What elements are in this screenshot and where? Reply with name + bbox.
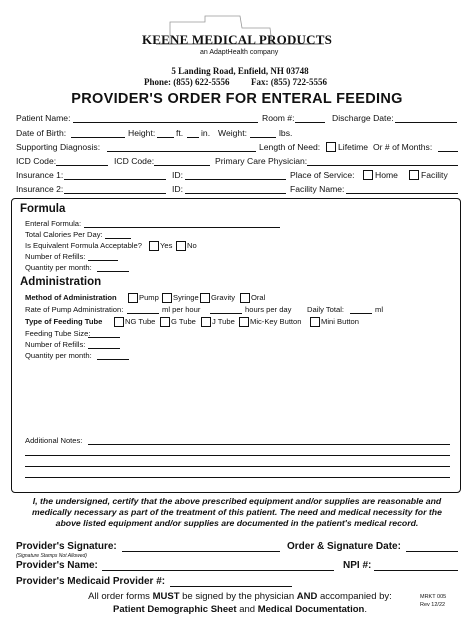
footer-documentation: Medical Documentation	[257, 604, 365, 615]
room-field[interactable]	[295, 122, 325, 123]
equivalent-no-label: No	[187, 241, 197, 250]
form-title: PROVIDER'S ORDER FOR ENTERAL FEEDING	[71, 91, 403, 107]
tube-j-label: J Tube	[212, 317, 235, 326]
tube-g-checkbox[interactable]	[160, 317, 170, 327]
tube-j-checkbox[interactable]	[201, 317, 211, 327]
discharge-date-field[interactable]	[395, 122, 457, 123]
form-revision: Rev 12/22	[420, 602, 446, 608]
npi-field[interactable]	[374, 570, 458, 571]
home-checkbox[interactable]	[363, 170, 373, 180]
rate-field[interactable]	[127, 313, 159, 314]
discharge-date-label: Discharge Date:	[332, 113, 394, 123]
rate-label: Rate of Pump Administration:	[25, 305, 124, 314]
method-oral-label: Oral	[251, 293, 266, 302]
insurance-2-field[interactable]	[64, 193, 166, 194]
primary-care-label: Primary Care Physician:	[215, 156, 308, 166]
tube-mini-button-label: Mini Button	[321, 317, 359, 326]
supporting-diagnosis-field[interactable]	[107, 151, 256, 152]
tube-size-label: Feeding Tube Size:	[25, 329, 91, 338]
lifetime-label: Lifetime	[338, 142, 369, 152]
medicaid-label: Provider's Medicaid Provider #:	[16, 576, 166, 587]
formula-quantity-field[interactable]	[97, 271, 129, 272]
company-phone: Phone: (855) 622-5556	[144, 77, 230, 87]
method-label: Method of Administration	[25, 293, 117, 302]
in-label: in.	[201, 128, 211, 138]
icd-code-1-label: ICD Code:	[16, 156, 57, 166]
insurance-1-label: Insurance 1:	[16, 170, 64, 180]
footer-text: accompanied by:	[317, 591, 392, 602]
insurance-1-field[interactable]	[64, 179, 166, 180]
tube-ng-checkbox[interactable]	[114, 317, 124, 327]
formula-quantity-label: Quantity per month:	[25, 263, 92, 272]
provider-name-field[interactable]	[102, 570, 334, 571]
daily-total-field[interactable]	[350, 313, 372, 314]
form-code: MRKT 005	[420, 594, 447, 600]
icd-code-2-label: ICD Code:	[114, 156, 155, 166]
months-field[interactable]	[438, 151, 458, 152]
admin-refills-field[interactable]	[88, 348, 120, 349]
company-name: KEENE MEDICAL PRODUCTS	[141, 32, 333, 47]
home-label: Home	[375, 170, 398, 180]
facility-label: Facility	[421, 170, 448, 180]
daily-total-label: Daily Total:	[307, 305, 345, 314]
notes-line-1[interactable]	[88, 444, 450, 445]
provider-signature-label: Provider's Signature:	[16, 541, 117, 552]
facility-name-label: Facility Name:	[290, 184, 345, 194]
height-in-field[interactable]	[187, 137, 199, 138]
certification-text: I, the undersigned, certify that the above prescribed equipment and/or supplies are reasonable and medically necessary as part of the treatment of this patient. The need and medical necessity for the above listed equipment and/or supplies are documented in the patient's medical record.	[32, 496, 442, 529]
dob-field[interactable]	[71, 137, 125, 138]
room-label: Room #:	[262, 113, 295, 123]
notes-line-3[interactable]	[25, 466, 450, 467]
formula-refills-field[interactable]	[88, 260, 118, 261]
hours-field[interactable]	[210, 313, 242, 314]
footer-text: and	[236, 604, 258, 615]
method-pump-checkbox[interactable]	[128, 293, 138, 303]
dob-label: Date of Birth:	[16, 128, 67, 138]
equivalent-no-checkbox[interactable]	[176, 241, 186, 251]
notes-line-2[interactable]	[25, 455, 450, 456]
icd-code-1-field[interactable]	[56, 165, 108, 166]
formula-refills-label: Number of Refills:	[25, 252, 86, 261]
tube-mic-key-label: Mic-Key Button	[250, 317, 302, 326]
facility-checkbox[interactable]	[409, 170, 419, 180]
tube-size-field[interactable]	[88, 337, 120, 338]
id-2-label: ID:	[172, 184, 183, 194]
footer-line-2	[80, 604, 400, 615]
order-signature-date-label: Order & Signature Date:	[287, 541, 401, 552]
months-label: Or # of Months:	[373, 142, 433, 152]
hours-per-day-label: hours per day	[245, 305, 292, 314]
weight-label: Weight:	[218, 128, 247, 138]
admin-quantity-field[interactable]	[97, 359, 129, 360]
method-syringe-label: Syringe	[173, 293, 199, 302]
notes-line-4[interactable]	[25, 477, 450, 478]
footer-and: AND	[296, 591, 318, 602]
height-ft-field[interactable]	[157, 137, 174, 138]
height-label: Height:	[128, 128, 156, 138]
tube-mini-button-checkbox[interactable]	[310, 317, 320, 327]
method-oral-checkbox[interactable]	[240, 293, 250, 303]
footer-line-1	[80, 591, 400, 602]
company-address: 5 Landing Road, Enfield, NH 03748	[171, 66, 309, 76]
admin-refills-label: Number of Refills:	[25, 340, 86, 349]
place-of-service-label: Place of Service:	[290, 170, 355, 180]
stamps-note: (Signature Stamps Not Allowed)	[16, 553, 87, 559]
ml-label: ml	[375, 305, 384, 314]
patient-name-label: Patient Name:	[16, 113, 71, 123]
footer-text: All order forms	[88, 591, 153, 602]
method-pump-label: Pump	[139, 293, 159, 302]
weight-field[interactable]	[250, 137, 276, 138]
lbs-label: lbs.	[279, 128, 293, 138]
method-gravity-checkbox[interactable]	[200, 293, 210, 303]
total-calories-field[interactable]	[105, 238, 131, 239]
method-syringe-checkbox[interactable]	[162, 293, 172, 303]
id-2-field[interactable]	[185, 193, 286, 194]
footer-text: .	[364, 604, 367, 615]
method-gravity-label: Gravity	[211, 293, 236, 302]
lifetime-checkbox[interactable]	[326, 142, 336, 152]
footer-must: MUST	[152, 591, 180, 602]
id-1-field[interactable]	[185, 179, 286, 180]
total-calories-label: Total Calories Per Day:	[25, 230, 103, 239]
equivalent-yes-label: Yes	[160, 241, 173, 250]
icd-code-2-field[interactable]	[154, 165, 210, 166]
formula-heading: Formula	[20, 203, 66, 215]
ft-label: ft.	[176, 128, 184, 138]
tube-ng-label: NG Tube	[125, 317, 156, 326]
enteral-formula-label: Enteral Formula:	[25, 219, 82, 228]
equivalent-formula-label: Is Equivalent Formula Acceptable?	[25, 241, 142, 250]
medicaid-field[interactable]	[170, 586, 292, 587]
admin-quantity-label: Quantity per month:	[25, 351, 92, 360]
facility-name-field[interactable]	[346, 193, 458, 194]
insurance-2-label: Insurance 2:	[16, 184, 64, 194]
tube-mic-key-checkbox[interactable]	[239, 317, 249, 327]
equivalent-yes-checkbox[interactable]	[149, 241, 159, 251]
company-fax: Fax: (855) 722-5556	[251, 77, 327, 87]
administration-heading: Administration	[20, 276, 102, 288]
tube-type-label: Type of Feeding Tube	[25, 317, 103, 326]
provider-name-label: Provider's Name:	[16, 560, 98, 571]
patient-name-field[interactable]	[73, 122, 258, 123]
additional-notes-label: Additional Notes:	[25, 436, 83, 445]
footer-demographic: Patient Demographic Sheet	[113, 604, 237, 615]
id-1-label: ID:	[172, 170, 183, 180]
tube-g-label: G Tube	[171, 317, 196, 326]
ml-per-hour-label: ml per hour	[162, 305, 201, 314]
provider-signature-field[interactable]	[122, 551, 280, 552]
primary-care-field[interactable]	[307, 165, 458, 166]
length-of-need-label: Length of Need:	[259, 142, 321, 152]
company-tagline: an AdaptHealth company	[200, 49, 279, 56]
footer-text: be signed by the physician	[179, 591, 297, 602]
npi-label: NPI #:	[343, 560, 372, 571]
order-signature-date-field[interactable]	[406, 551, 458, 552]
enteral-formula-field[interactable]	[84, 227, 280, 228]
supporting-diagnosis-label: Supporting Diagnosis:	[16, 142, 101, 152]
